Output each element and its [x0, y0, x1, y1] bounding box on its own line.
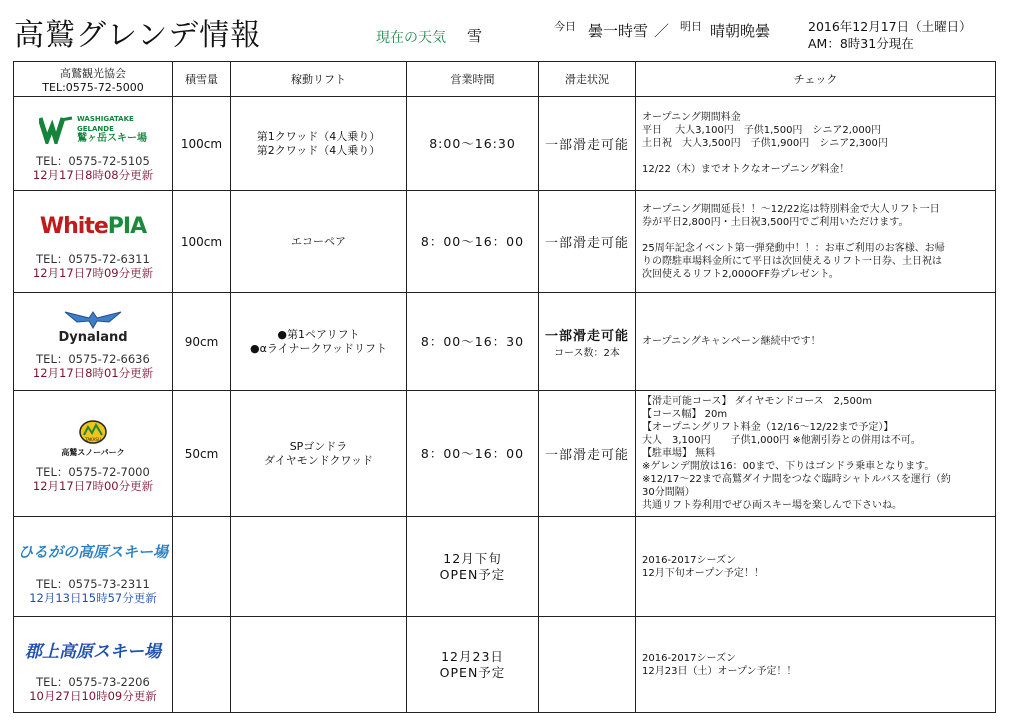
operating-hours-cell	[407, 517, 539, 617]
washigatake-w-icon	[39, 114, 73, 144]
resort-cell-whitepia	[14, 191, 173, 293]
operating-hours-cell	[407, 617, 539, 713]
resort-cell-washigatake	[14, 97, 173, 191]
slope-status	[539, 517, 636, 617]
takasu-logo[interactable]	[14, 415, 172, 463]
snow-depth: 100cm	[173, 191, 231, 293]
lifts-cell	[231, 191, 407, 293]
check-line: 12月下旬オープン予定！！	[642, 567, 764, 579]
check-line: ※ゲレンデ開放は16：00まで、下りはゴンドラ乗車となります。	[642, 461, 935, 472]
operating-hours: 8:00～16:30	[407, 97, 539, 191]
resort-table	[13, 61, 996, 713]
snow-depth: 100cm	[173, 97, 231, 191]
takasu-badge-text: TAKASU	[85, 437, 101, 442]
resort-updated: 10月27日10時09分更新	[29, 688, 157, 703]
lifts-cell	[231, 617, 407, 713]
resort-tel: TEL：0575-72-7000	[36, 464, 150, 479]
operating-hours: 8：00～16：00	[407, 391, 539, 517]
check-line: 12月23日（土）オープン予定！！	[642, 665, 797, 677]
lift-item: ●αライナークワッドリフト	[250, 341, 387, 355]
resort-cell-gujo	[14, 617, 173, 713]
washigatake-logo-en1: WASHIGATAKE	[77, 114, 134, 123]
check-line: 券が平日2,800円・土日祝3,500円でご利用いただけます。	[642, 216, 909, 228]
resort-tel: TEL：0575-72-5105	[36, 153, 150, 168]
gujo-logo[interactable]	[14, 627, 172, 673]
check-notes	[636, 191, 996, 293]
takasu-badge-icon	[78, 419, 108, 445]
current-weather-value: 雪	[467, 27, 483, 45]
table-row	[14, 293, 996, 391]
lifts-cell	[231, 391, 407, 517]
check-notes	[636, 517, 996, 617]
hours-header: 営業時間	[407, 62, 539, 97]
open-date: 12月下旬	[443, 550, 502, 566]
today-label: 今日	[554, 20, 576, 33]
resort-cell-hirugano	[14, 517, 173, 617]
slope-status: 一部滑走可能	[539, 97, 636, 191]
lifts-header: 稼動リフト	[231, 62, 407, 97]
table-row	[14, 391, 996, 517]
check-line: 【オープニングリフト料金（12/16～12/22まで予定）】	[642, 422, 894, 433]
resort-updated: 12月13日15時57分更新	[29, 590, 157, 605]
snow-depth: 50cm	[173, 391, 231, 517]
takasu-logo-text: 高鷲スノーパーク	[61, 448, 125, 457]
check-line: 2016-2017シーズン	[642, 652, 737, 664]
check-line	[642, 150, 989, 163]
slope-status: 一部滑走可能	[539, 191, 636, 293]
check-line: 共通リフト券利用でぜひ両スキー場を楽しんで下さいね。	[642, 500, 902, 511]
check-line	[642, 229, 989, 242]
check-header: チェック	[636, 62, 996, 97]
check-line: 【滑走可能コース】 ダイヤモンドコース 2,500m	[642, 396, 872, 407]
check-notes	[636, 293, 996, 391]
resort-cell-takasu	[14, 391, 173, 517]
check-line: オープニング期間料金	[642, 112, 741, 123]
resort-updated: 12月17日8時01分更新	[32, 365, 154, 380]
dynaland-logo-text: Dynaland	[58, 330, 128, 345]
dynaland-logo[interactable]	[14, 304, 172, 350]
resort-tel: TEL：0575-72-6636	[36, 351, 150, 366]
table-row	[14, 191, 996, 293]
table-header-row	[14, 62, 996, 97]
check-line: 土日祝 大人3,500円 子供1,900円 シニア2,300円	[642, 138, 888, 149]
page-header	[0, 0, 1024, 60]
hirugano-logo-text: ひるがの高原スキー場	[17, 543, 168, 561]
open-label: OPEN予定	[439, 566, 506, 582]
status-header: 滑走状況	[539, 62, 636, 97]
check-notes	[636, 391, 996, 517]
slope-status: 一部滑走可能	[539, 391, 636, 517]
check-line: 平日 大人3,100円 子供1,500円 シニア2,000円	[642, 125, 882, 136]
lift-item: 第1クワッド（4人乗り）	[256, 129, 381, 143]
slope-status: 一部滑走可能	[544, 328, 629, 344]
resort-updated: 12月17日8時08分更新	[32, 167, 154, 182]
association-header	[14, 62, 173, 97]
resort-updated: 12月17日7時09分更新	[32, 265, 154, 280]
washigatake-logo[interactable]	[14, 106, 172, 152]
lift-item: ダイヤモンドクワッド	[263, 453, 373, 467]
check-line: ※12/17～22まで高鷲ダイナ間をつなぐ臨時シャトルバスを運行（約	[642, 474, 951, 485]
check-line: 大人 3,100円 子供1,000円 ※他割引券との併用は不可。	[642, 435, 921, 446]
gujo-logo-text: 郡上高原スキー場	[25, 642, 161, 662]
association-name: 高鷲観光協会	[60, 66, 126, 80]
tomorrow-label: 明日	[680, 20, 702, 33]
association-tel: TEL:0575-72-5000	[42, 80, 144, 94]
slope-status	[539, 617, 636, 713]
current-weather-label: 現在の天気	[376, 30, 446, 46]
resort-tel: TEL：0575-72-6311	[36, 251, 150, 266]
lift-item: ●第1ペアリフト	[277, 327, 360, 341]
open-label: OPEN予定	[439, 664, 506, 680]
check-notes	[636, 97, 996, 191]
check-notes	[636, 617, 996, 713]
whitepia-logo[interactable]	[14, 204, 172, 250]
resort-updated: 12月17日7時00分更新	[32, 478, 154, 493]
check-line: 【コース幅】 20m	[642, 409, 728, 420]
check-line: 2016-2017シーズン	[642, 554, 737, 566]
resort-tel: TEL：0575-73-2311	[36, 576, 150, 591]
lifts-cell	[231, 97, 407, 191]
lift-item: 第2クワッド（4人乗り）	[256, 143, 381, 157]
resort-cell-dynaland	[14, 293, 173, 391]
operating-hours: 8：00～16：30	[407, 293, 539, 391]
open-date: 12月23日	[441, 648, 504, 664]
lift-item: エコーペア	[291, 234, 346, 248]
resort-tel: TEL：0575-73-2206	[36, 674, 150, 689]
tomorrow-forecast: 晴朝晩曇	[710, 22, 771, 40]
slope-status-cell	[539, 293, 636, 391]
check-line: 次回使えるリフト2,000OFF券プレゼント。	[642, 268, 839, 280]
check-line: オープニングキャンペーン継続中です！	[642, 336, 821, 347]
dynaland-eagle-icon	[63, 308, 123, 330]
operating-hours: 8：00～16：00	[407, 191, 539, 293]
check-line: 【駐車場】 無料	[642, 448, 716, 459]
whitepia-logo-white: White	[39, 214, 108, 239]
today-forecast: 曇一時雪	[588, 22, 649, 40]
check-line: 25周年記念イベント第一弾発動中！！：お車ご利用のお客様、お帰	[642, 242, 945, 254]
report-time: AM：8時31分現在	[808, 36, 914, 51]
washigatake-logo-en2: GELANDE	[77, 124, 114, 133]
hirugano-logo[interactable]	[14, 529, 172, 575]
report-date: 2016年12月17日（土曜日）	[808, 19, 972, 34]
snow-header: 積雪量	[173, 62, 231, 97]
snow-depth	[173, 517, 231, 617]
washigatake-logo-jp: 鷲ヶ岳スキー場	[77, 132, 147, 144]
check-line: りの際駐車場料金所にて平日は次回使えるリフト一日券、土日祝は	[642, 255, 942, 267]
lifts-cell	[231, 517, 407, 617]
lifts-cell	[231, 293, 407, 391]
check-line: 30分間隔）	[642, 487, 695, 498]
whitepia-logo-pia: PIA	[107, 214, 147, 239]
lift-item: SPゴンドラ	[289, 439, 348, 453]
snow-depth: 90cm	[173, 293, 231, 391]
check-line: 12/22（木）までオトクなオープニング料金！	[642, 164, 850, 175]
forecast-separator: ／	[654, 22, 670, 40]
table-row	[14, 97, 996, 191]
table-row	[14, 517, 996, 617]
page-title: 高鷲グレンデ情報	[14, 18, 262, 53]
course-count: コース数：2本	[554, 347, 620, 359]
check-line: オープニング期間延長！！～12/22迄は特別料金で大人リフト一日	[642, 203, 940, 215]
table-row	[14, 617, 996, 713]
snow-depth	[173, 617, 231, 713]
